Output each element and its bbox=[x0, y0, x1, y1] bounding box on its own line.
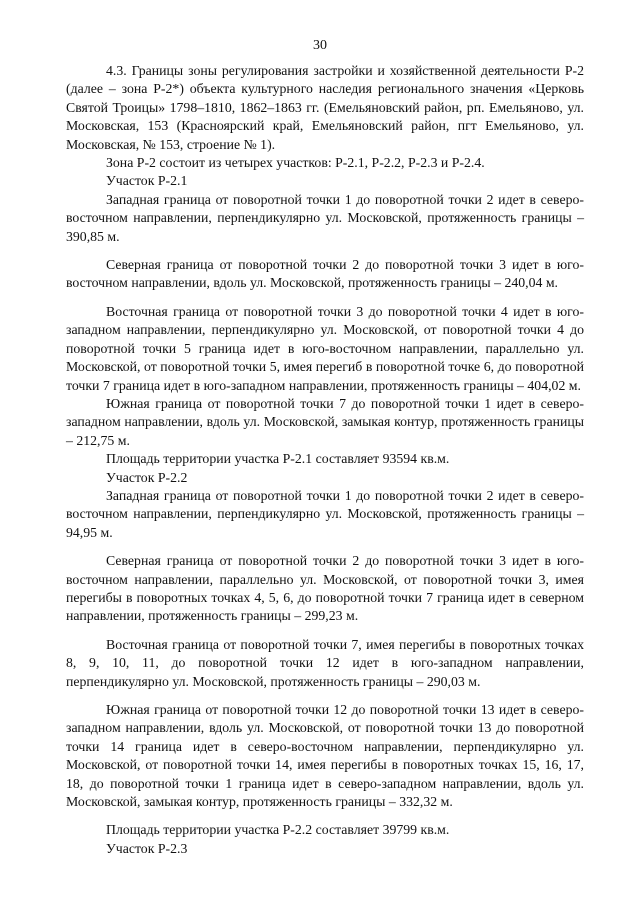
r-2-1-area-paragraph: Площадь территории участка Р-2.1 составляет 93594 кв.м. bbox=[106, 451, 450, 467]
r-2-2-south-boundary-paragraph: Южная граница от поворотной точки 12 до поворотной точки 13 идет в северо-западном направлении, вдоль ул. Московской, от поворотной точки 13 до поворотной точки 14 граница идет в северо-восточном направлении, перпендикулярно ул. Московской, от поворотной точки 14, имея перегибы в поворотных точках 15, 16, 17, 18, до поворотной точки 1 граница идет в северо-западном направлении, вдоль ул. Московской, замыкая контур, протяженность границы – 332,32 м. bbox=[66, 702, 584, 810]
r-2-1-east-boundary-paragraph: Восточная граница от поворотной точки 3 до поворотной точки 4 идет в юго-западном направлении, перпендикулярно ул. Московской, от поворотной точки 4 до поворотной точки 5 граница идет в юго-восточном направлении, параллельно ул. Московской, от поворотной точки 5, имея перегиб в поворотной точке 6, до поворотной точки 7 граница идет в юго-западном направлении, протяженность границы – 404,02 м. bbox=[66, 303, 584, 393]
zone-composition-paragraph: Зона Р-2 состоит из четырех участков: Р-2.1, Р-2.2, Р-2.3 и Р-2.4. bbox=[106, 155, 485, 171]
parcel-r-2-2-heading: Участок Р-2.2 bbox=[106, 469, 188, 485]
r-2-1-west-boundary-paragraph: Западная граница от поворотной точки 1 до поворотной точки 2 идет в северо-восточном направлении, перпендикулярно ул. Московской, протяженность границы – 390,85 м. bbox=[66, 191, 584, 244]
section-4-3-intro-paragraph: 4.3. Границы зоны регулирования застройки и хозяйственной деятельности Р-2 (далее – зона Р-2*) объекта культурного наследия регионального значения «Церковь Святой Троицы» 1798–1810, 1862–1863 гг. (Емельяновский район, рп. Емельяново, ул. Московская, 153 (Красноярский край, Емельяновский район, пгт Емельяново, ул. Московская, № 153, строение № 1). bbox=[66, 63, 584, 152]
parcel-r-2-3-heading: Участок Р-2.3 bbox=[106, 840, 188, 856]
r-2-2-east-boundary-paragraph: Восточная граница от поворотной точки 7, имея перегибы в поворотных точках 8, 9, 10, 11, до поворотной точки 12 идет в юго-западном направлении, перпендикулярно ул. Московской, протяженность границы – 290,03 м. bbox=[66, 636, 584, 689]
r-2-2-area-paragraph: Площадь территории участка Р-2.2 составляет 39799 кв.м. bbox=[106, 822, 450, 838]
page-number: 30 bbox=[313, 38, 327, 53]
document-body bbox=[66, 62, 584, 858]
r-2-1-south-boundary-paragraph: Южная граница от поворотной точки 7 до поворотной точки 1 идет в северо-западном направлении, вдоль ул. Московской, замыкая контур, протяженность границы – 212,75 м. bbox=[66, 395, 584, 448]
r-2-2-west-boundary-paragraph: Западная граница от поворотной точки 1 до поворотной точки 2 идет в северо-восточном направлении, перпендикулярно ул. Московской, протяженность границы – 94,95 м. bbox=[66, 487, 584, 540]
r-2-1-north-boundary-paragraph: Северная граница от поворотной точки 2 до поворотной точки 3 идет в юго-восточном направлении, вдоль ул. Московской, протяженность границы – 240,04 м. bbox=[66, 257, 584, 291]
parcel-r-2-1-heading: Участок Р-2.1 bbox=[106, 173, 188, 189]
r-2-2-north-boundary-paragraph: Северная граница от поворотной точки 2 до поворотной точки 3 идет в юго-восточном направлении, параллельно ул. Московской, от поворотной точки 3, имея перегибы в поворотных точках 4, 5, 6, до поворотной точки 7 граница идет в северном направлении, протяженность границы – 299,23 м. bbox=[66, 553, 584, 624]
